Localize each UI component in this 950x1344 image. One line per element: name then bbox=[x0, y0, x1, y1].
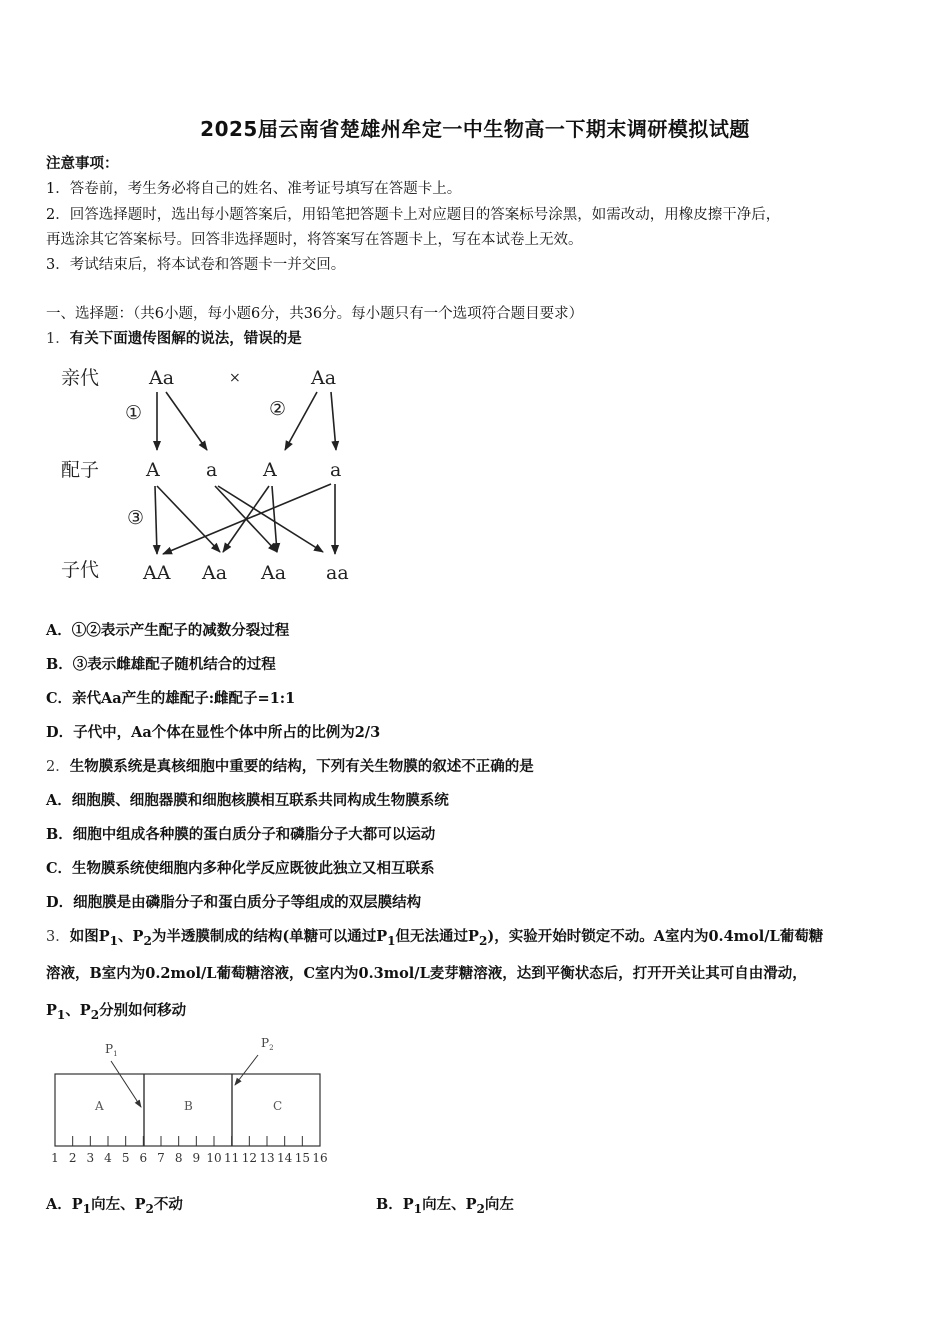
scale-label: 13 bbox=[259, 1151, 275, 1165]
subscript: 2 bbox=[145, 1201, 154, 1216]
option-label: C． bbox=[46, 860, 73, 877]
section-heading: 一、选择题：（共6小题，每小题6分，共36分。每小题只有一个选项符合题目要求） bbox=[46, 306, 584, 322]
subscript: 2 bbox=[90, 1007, 100, 1022]
scale-label: 2 bbox=[68, 1151, 77, 1165]
p2-label: $P_2$ bbox=[261, 1036, 274, 1052]
notice-item: 3．考试结束后，将本试卷和答题卡一并交回。 bbox=[46, 257, 346, 273]
scale-label: 10 bbox=[206, 1151, 222, 1165]
scale-label: 7 bbox=[157, 1151, 165, 1165]
option-c[interactable] bbox=[46, 687, 295, 708]
scale-label: 12 bbox=[241, 1151, 257, 1165]
chamber-label: B bbox=[184, 1099, 193, 1113]
question-1-stem bbox=[46, 327, 302, 348]
option-b[interactable] bbox=[46, 653, 276, 674]
subscript: 2 bbox=[476, 1201, 485, 1216]
fertilization-arrow bbox=[155, 486, 157, 554]
option-c[interactable] bbox=[46, 857, 435, 878]
text-run: 向左 bbox=[484, 1196, 514, 1213]
gamete: A bbox=[146, 459, 160, 481]
p2-pointer bbox=[235, 1055, 258, 1085]
text-run: )，实验开始时锁定不动。A室内为0.4mol/L葡萄糖 bbox=[487, 928, 824, 945]
q3-option-b[interactable] bbox=[376, 1193, 514, 1216]
gamete: a bbox=[330, 459, 342, 481]
option-text: 生物膜系统使细胞内多种化学反应既彼此独立又相互联系 bbox=[72, 860, 435, 877]
meiosis-arrow bbox=[331, 392, 336, 450]
option-text: 子代中，Aa个体在显性个体中所占的比例为2/3 bbox=[73, 724, 381, 741]
text-run: P bbox=[46, 1002, 57, 1019]
offspring: Aa bbox=[261, 562, 287, 584]
subscript: 2 bbox=[478, 933, 488, 948]
scale-label: 14 bbox=[277, 1151, 293, 1165]
scale-label: 9 bbox=[192, 1151, 201, 1165]
text-run: 向左、P bbox=[91, 1196, 146, 1213]
option-label: B． bbox=[46, 826, 73, 843]
offspring: Aa bbox=[202, 562, 228, 584]
option-label: B． bbox=[376, 1196, 403, 1213]
question-number: 1． bbox=[46, 331, 70, 347]
option-text: ①②表示产生配子的减数分裂过程 bbox=[71, 622, 290, 639]
p1-pointer bbox=[111, 1061, 141, 1107]
row-label-gamete: 配子 bbox=[61, 459, 100, 481]
text-run: 但无法通过P bbox=[395, 928, 479, 945]
subscript: 2 bbox=[143, 933, 152, 948]
offspring: AA bbox=[143, 562, 171, 584]
row-label-parent: 亲代 bbox=[61, 367, 100, 389]
meiosis-arrow bbox=[285, 392, 317, 450]
question-number: 2． bbox=[46, 759, 70, 775]
text-run: P bbox=[402, 1196, 414, 1213]
row-label-offspring: 子代 bbox=[61, 559, 100, 581]
gamete: A bbox=[263, 459, 277, 481]
notice-item: 2．回答选择题时，选出每小题答案后，用铅笔把答题卡上对应题目的答案标号涂黑，如需改动，用橡皮擦干净后， bbox=[46, 207, 781, 223]
subscript: 1 bbox=[387, 933, 396, 948]
fertilization-arrow bbox=[218, 486, 323, 552]
option-text: ③表示雌雄配子随机结合的过程 bbox=[72, 656, 276, 673]
option-label: C． bbox=[46, 690, 73, 707]
text-run: 分别如何移动 bbox=[99, 1002, 187, 1019]
question-3-stem-line2: 溶液，B室内为0.2mol/L葡萄糖溶液，C室内为0.3mol/L麦芽糖溶液，达到平衡状态后，打开开关让其可自由滑动， bbox=[46, 965, 807, 982]
page-title: 2025届云南省楚雄州牟定一中生物高一下期末调研模拟试题 bbox=[200, 117, 750, 141]
option-label: D． bbox=[46, 894, 74, 911]
subscript: 1 bbox=[56, 1007, 66, 1022]
offspring: aa bbox=[326, 562, 349, 584]
scale-label: 6 bbox=[139, 1151, 148, 1165]
chamber-label: A bbox=[95, 1099, 104, 1113]
fertilization-arrow bbox=[157, 486, 220, 552]
option-label: A． bbox=[46, 622, 72, 639]
question-3-stem-line3 bbox=[46, 999, 186, 1022]
text-run: 如图P bbox=[69, 928, 110, 945]
question-text: 有关下面遗传图解的说法，错误的是 bbox=[69, 330, 302, 347]
subscript: 1 bbox=[82, 1201, 92, 1216]
subscript: 1 bbox=[413, 1201, 423, 1216]
parent-right: Aa bbox=[311, 367, 337, 389]
option-a[interactable] bbox=[46, 619, 289, 640]
scale-label: 4 bbox=[104, 1151, 112, 1165]
option-text: 细胞膜、细胞器膜和细胞核膜相互联系共同构成生物膜系统 bbox=[71, 792, 449, 809]
circle-label-2: ② bbox=[269, 398, 287, 420]
text-run: 向左、P bbox=[422, 1196, 477, 1213]
option-text: 细胞膜是由磷脂分子和蛋白质分子等组成的双层膜结构 bbox=[73, 894, 422, 911]
scale-label: 8 bbox=[174, 1151, 183, 1165]
scale-label: 11 bbox=[224, 1151, 240, 1165]
question-number: 3． bbox=[46, 929, 70, 945]
scale-label: 16 bbox=[312, 1151, 328, 1165]
option-d[interactable] bbox=[46, 721, 380, 742]
question-2-stem bbox=[46, 755, 534, 776]
text-run: 为半透膜制成的结构(单糖可以通过P bbox=[151, 928, 388, 945]
notice-heading: 注意事项： bbox=[46, 155, 119, 172]
text-run: P bbox=[71, 1196, 83, 1213]
option-text: 亲代Aa产生的雄配子:雌配子=1:1 bbox=[72, 690, 296, 707]
option-text: 细胞中组成各种膜的蛋白质分子和磷脂分子大都可以运动 bbox=[72, 826, 436, 843]
text-run: 、P bbox=[118, 928, 144, 945]
option-d[interactable] bbox=[46, 891, 421, 912]
scale-label: 3 bbox=[86, 1151, 95, 1165]
cross-sign: × bbox=[229, 370, 241, 386]
gamete: a bbox=[206, 459, 218, 481]
scale-label: 15 bbox=[294, 1151, 310, 1165]
chamber-label: C bbox=[273, 1099, 283, 1113]
question-3-stem-line1 bbox=[46, 925, 823, 948]
option-label: A． bbox=[46, 1196, 72, 1213]
meiosis-arrow bbox=[166, 392, 207, 450]
fertilization-arrow bbox=[272, 486, 277, 552]
notice-item: 1．答卷前，考生务必将自己的姓名、准考证号填写在答题卡上。 bbox=[46, 181, 462, 197]
option-label: A． bbox=[46, 792, 72, 809]
parent-left: Aa bbox=[149, 367, 175, 389]
q3-option-a[interactable] bbox=[46, 1193, 183, 1216]
option-b[interactable] bbox=[46, 823, 435, 844]
question-text: 生物膜系统是真核细胞中重要的结构，下列有关生物膜的叙述不正确的是 bbox=[69, 758, 534, 775]
option-label: D． bbox=[46, 724, 74, 741]
subscript: 1 bbox=[109, 933, 119, 948]
circle-label-1: ① bbox=[125, 402, 143, 424]
membrane-chamber-diagram bbox=[48, 1033, 333, 1168]
option-a[interactable] bbox=[46, 789, 449, 810]
notice-item: 再选涂其它答案标号。回答非选择题时，将答案写在答题卡上，写在本试卷上无效。 bbox=[46, 232, 583, 248]
scale-label: 1 bbox=[51, 1151, 59, 1165]
text-run: 、P bbox=[65, 1002, 91, 1019]
text-run: 不动 bbox=[153, 1196, 183, 1213]
option-label: B． bbox=[46, 656, 73, 673]
p1-label: $P_1$ bbox=[105, 1042, 118, 1058]
genetic-cross-diagram bbox=[55, 358, 355, 588]
scale-label: 5 bbox=[121, 1151, 130, 1165]
circle-label-3: ③ bbox=[127, 507, 145, 529]
